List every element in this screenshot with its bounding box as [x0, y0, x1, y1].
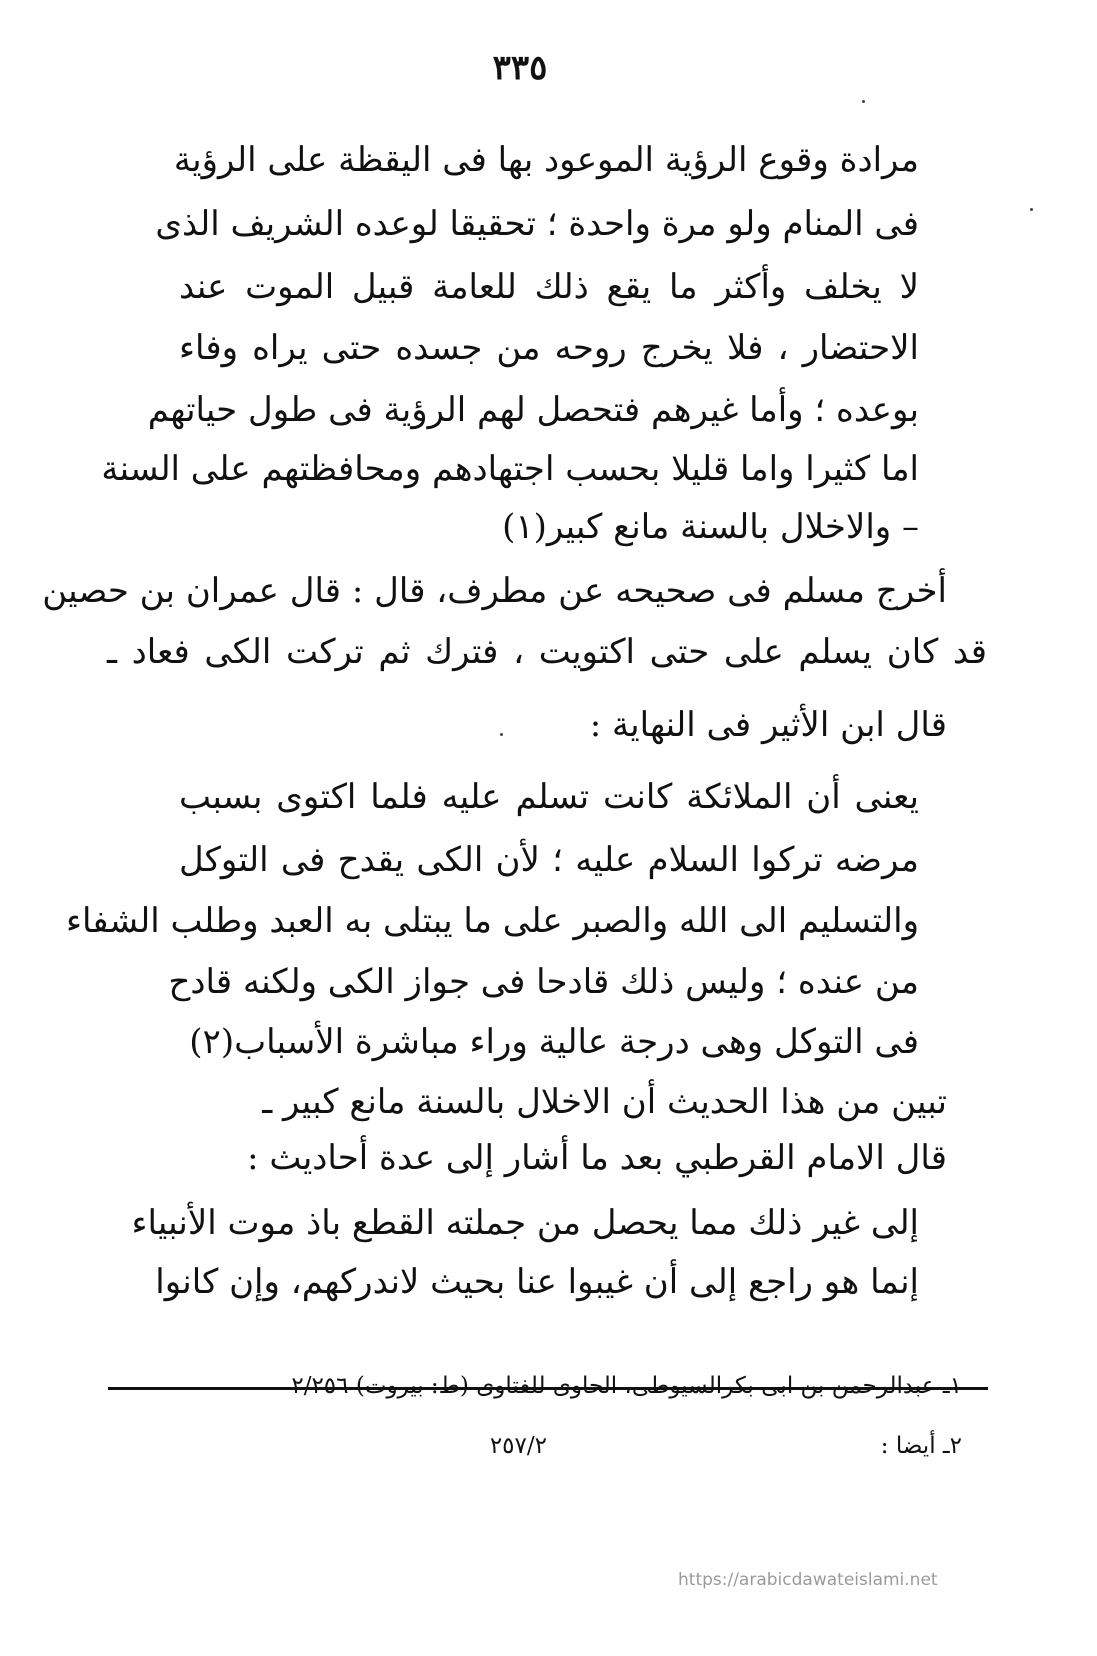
paragraph-line: فى المنام ولو مرة واحدة ؛ تحقيقا لوعده الشريف الذى: [155, 204, 919, 244]
paragraph-line: اما كثيرا واما قليلا بحسب اجتهادهم ومحافظتهم على السنة: [101, 449, 919, 489]
scan-speck: [500, 733, 503, 736]
paragraph-line: والتسليم الى الله والصبر على ما يبتلى به العبد وطلب الشفاء: [65, 901, 919, 941]
paragraph-line: مرضه تركوا السلام عليه ؛ لأن الكى يقدح فى التوكل: [179, 840, 919, 880]
section-heading: قال ابن الأثير فى النهاية :: [589, 705, 947, 745]
scan-speck: [1030, 208, 1033, 211]
paragraph-line: الاحتضار ، فلا يخرج روحه من جسده حتى يراه وفاء: [179, 328, 919, 368]
section-heading: قال الامام القرطبي بعد ما أشار إلى عدة أحاديث :: [247, 1138, 947, 1178]
scan-speck: [862, 100, 865, 103]
hadith-line: قد كان يسلم على حتى اكتويت ، فترك ثم تركت الكى فعاد ـ: [107, 632, 987, 672]
paragraph-line: مرادة وقوع الرؤية الموعود بها فى اليقظة على الرؤية: [173, 140, 919, 180]
paragraph-line: فى التوكل وهى درجة عالية وراء مباشرة الأسباب(٢): [189, 1022, 919, 1062]
footnote-1: [291, 1375, 962, 1398]
watermark-url: https://arabicdawateislami.net: [678, 1570, 938, 1590]
paragraph-line: يعنى أن الملائكة كانت تسلم عليه فلما اكتوى بسبب: [179, 777, 919, 817]
footnote-2-label: ٢ـ أيضا :: [880, 1433, 962, 1459]
paragraph-line: إنما هو راجع إلى أن غيبوا عنا بحيث لاندركهم، وإن كانوا: [155, 1262, 919, 1302]
paragraph-line: بوعده ؛ وأما غيرهم فتحصل لهم الرؤية فى طول حياتهم: [147, 390, 919, 430]
conclusion-line: تبين من هذا الحديث أن الاخلال بالسنة مانع كبير ـ: [262, 1082, 947, 1122]
paragraph-line: – والاخلال بالسنة مانع كبير(١): [502, 507, 919, 547]
footnote-1-text: ١ـ عبدالرحمن بن ابى بكرالسيوطى، الحاوى للفتاوى (ط: بيروت) ٢/٢٥٦: [291, 1373, 962, 1399]
page-number: ٣٣٥: [492, 48, 548, 88]
paragraph-line: إلى غير ذلك مما يحصل من جملته القطع باذ موت الأنبياء: [131, 1203, 919, 1243]
paragraph-line: لا يخلف وأكثر ما يقع ذلك للعامة قبيل الموت عند: [179, 267, 919, 307]
footnote-2-ref: ٢٥٧/٢: [489, 1433, 547, 1459]
paragraph-line: من عنده ؛ وليس ذلك قادحا فى جواز الكى ولكنه قادح: [168, 962, 919, 1002]
hadith-line: أخرج مسلم فى صحيحه عن مطرف، قال : قال عمران بن حصين: [42, 571, 947, 611]
